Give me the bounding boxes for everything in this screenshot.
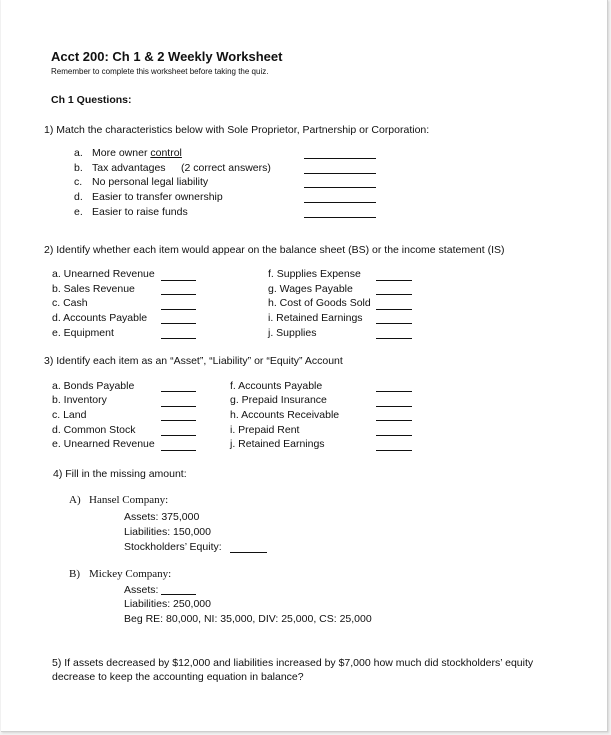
q2-left-item: d. Accounts Payable: [52, 312, 148, 324]
q1-item-text: Easier to raise funds: [92, 206, 188, 218]
answer-blank[interactable]: [376, 435, 412, 436]
q1-item-text: Tax advantages: [92, 162, 166, 174]
answer-blank[interactable]: [161, 450, 196, 451]
q4-a-label: A): [69, 494, 81, 506]
q1-item-letter: a.: [74, 147, 83, 159]
q5-line-1: 5) If assets decreased by $12,000 and liabilities increased by $7,000 how much did stockholders’ equity: [52, 657, 534, 669]
answer-blank[interactable]: [161, 338, 196, 339]
q1-item-text: Easier to transfer ownership: [92, 191, 223, 203]
q2-left-item: c. Cash: [52, 297, 88, 309]
q1-item-note: (2 correct answers): [181, 162, 271, 174]
q4-prompt: 4) Fill in the missing amount:: [53, 468, 187, 480]
q4-a-company: Hansel Company:: [89, 494, 169, 506]
answer-blank[interactable]: [376, 391, 412, 392]
answer-blank[interactable]: [304, 158, 376, 159]
q3-right-item: j. Retained Earnings: [230, 438, 325, 450]
q1-item-letter: c.: [74, 176, 83, 188]
answer-blank[interactable]: [161, 391, 196, 392]
q1-item-letter: d.: [74, 191, 83, 203]
answer-blank[interactable]: [376, 338, 412, 339]
q2-left-item: b. Sales Revenue: [52, 283, 135, 295]
answer-blank[interactable]: [376, 294, 412, 295]
q5-line-2: decrease to keep the accounting equation in balance?: [52, 671, 304, 683]
q4-b-assets: Assets:: [124, 584, 159, 596]
answer-blank[interactable]: [161, 309, 196, 310]
answer-blank[interactable]: [304, 202, 376, 203]
answer-blank[interactable]: [161, 294, 196, 295]
q3-right-item: h. Accounts Receivable: [230, 409, 340, 421]
q4-b-liabilities: Liabilities: 250,000: [124, 598, 211, 610]
page-title: Acct 200: Ch 1 & 2 Weekly Worksheet: [51, 49, 283, 64]
q2-right-item: f. Supplies Expense: [268, 268, 361, 280]
q2-right-item: g. Wages Payable: [268, 283, 353, 295]
q1-prompt: 1) Match the characteristics below with Sole Proprietor, Partnership or Corporation:: [44, 124, 430, 136]
q3-prompt: 3) Identify each item as an “Asset”, “Liability” or “Equity” Account: [44, 355, 343, 367]
q3-left-item: a. Bonds Payable: [52, 380, 135, 392]
answer-blank[interactable]: [376, 309, 412, 310]
answer-blank[interactable]: [161, 323, 196, 324]
q4-a-assets: Assets: 375,000: [124, 511, 200, 523]
answer-blank[interactable]: [161, 594, 196, 595]
answer-blank[interactable]: [304, 217, 376, 218]
q3-right-item: f. Accounts Payable: [230, 380, 323, 392]
q4-a-equity: Stockholders’ Equity:: [124, 541, 222, 553]
answer-blank[interactable]: [304, 173, 376, 174]
worksheet-page: [1, 0, 608, 732]
answer-blank[interactable]: [161, 420, 196, 421]
q3-right-item: g. Prepaid Insurance: [230, 394, 327, 406]
q4-a-liabilities: Liabilities: 150,000: [124, 526, 211, 538]
q4-b-company: Mickey Company:: [89, 568, 172, 580]
q3-left-item: d. Common Stock: [52, 424, 136, 436]
answer-blank[interactable]: [304, 187, 376, 188]
q1-item-text: More owner control: [92, 147, 182, 159]
answer-blank[interactable]: [376, 323, 412, 324]
q1-item-text: No personal legal liability: [92, 176, 209, 188]
answer-blank[interactable]: [230, 552, 267, 553]
answer-blank[interactable]: [376, 450, 412, 451]
q2-left-item: a. Unearned Revenue: [52, 268, 155, 280]
q3-left-item: b. Inventory: [52, 394, 107, 406]
q1-item-letter: e.: [74, 206, 83, 218]
answer-blank[interactable]: [376, 420, 412, 421]
page-subtitle: Remember to complete this worksheet before taking the quiz.: [51, 67, 269, 76]
answer-blank[interactable]: [161, 280, 196, 281]
q2-right-item: j. Supplies: [268, 327, 317, 339]
q3-right-item: i. Prepaid Rent: [230, 424, 300, 436]
q2-prompt: 2) Identify whether each item would appear on the balance sheet (BS) or the income statement (IS): [44, 244, 505, 256]
ch1-heading: Ch 1 Questions:: [51, 94, 132, 106]
q3-left-item: e. Unearned Revenue: [52, 438, 155, 450]
answer-blank[interactable]: [376, 280, 412, 281]
q2-right-item: h. Cost of Goods Sold: [268, 297, 371, 309]
answer-blank[interactable]: [376, 406, 412, 407]
q4-b-details: Beg RE: 80,000, NI: 35,000, DIV: 25,000, CS: 25,000: [124, 613, 372, 625]
answer-blank[interactable]: [161, 435, 196, 436]
q3-left-item: c. Land: [52, 409, 87, 421]
q1-item-letter: b.: [74, 162, 83, 174]
answer-blank[interactable]: [161, 406, 196, 407]
q2-right-item: i. Retained Earnings: [268, 312, 363, 324]
q4-b-label: B): [69, 568, 80, 580]
q2-left-item: e. Equipment: [52, 327, 114, 339]
